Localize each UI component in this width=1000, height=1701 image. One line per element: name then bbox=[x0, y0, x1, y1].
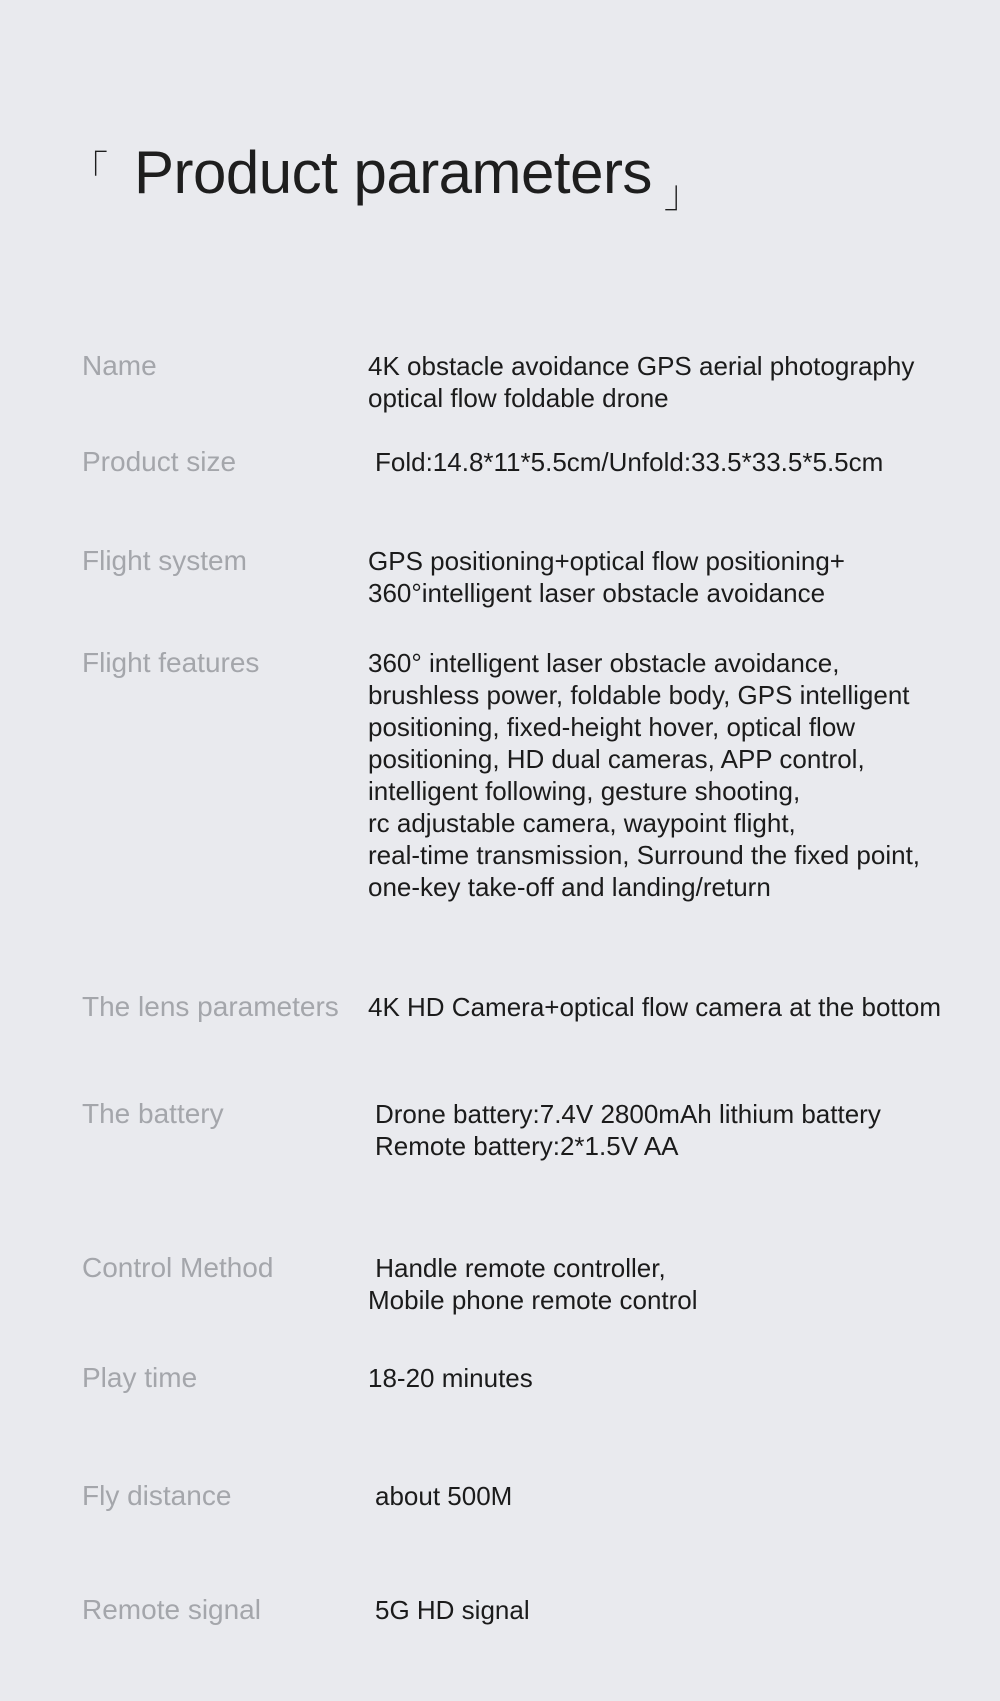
param-value-control-method bbox=[368, 1252, 978, 1316]
param-value-line: positioning, fixed-height hover, optical flow bbox=[368, 712, 856, 742]
param-value-flight-system bbox=[368, 545, 978, 609]
param-value-line: 18-20 minutes bbox=[368, 1363, 533, 1393]
page-title-text: Product parameters bbox=[134, 139, 652, 206]
param-value-line: Handle remote controller, bbox=[368, 1253, 666, 1283]
param-value-flight-features bbox=[368, 647, 978, 903]
param-value-line: Remote battery:2*1.5V AA bbox=[375, 1131, 679, 1161]
param-value-line: Drone battery:7.4V 2800mAh lithium battery bbox=[375, 1099, 881, 1129]
param-value-line: intelligent following, gesture shooting, bbox=[368, 776, 801, 806]
param-value-remote-signal bbox=[375, 1594, 985, 1626]
param-value-line: Fold:14.8*11*5.5cm/Unfold:33.5*33.5*5.5cm bbox=[375, 447, 884, 477]
param-value-line: optical flow foldable drone bbox=[368, 383, 669, 413]
param-label-fly-distance: Fly distance bbox=[82, 1480, 232, 1511]
param-value-play-time bbox=[368, 1362, 978, 1394]
param-value-line: rc adjustable camera, waypoint flight, bbox=[368, 808, 796, 838]
param-label-remote-signal: Remote signal bbox=[82, 1594, 261, 1625]
param-label-name: Name bbox=[82, 350, 157, 381]
param-value-line: Mobile phone remote control bbox=[368, 1285, 698, 1315]
param-value-line: GPS positioning+optical flow positioning+ bbox=[368, 546, 845, 576]
param-label-play-time: Play time bbox=[82, 1362, 198, 1393]
param-label-control-method: Control Method bbox=[82, 1252, 274, 1283]
param-value-fly-distance bbox=[375, 1480, 985, 1512]
title-open-bracket: 「 bbox=[70, 150, 109, 192]
param-label-lens: The lens parameters bbox=[82, 991, 339, 1022]
param-value-line: 360°intelligent laser obstacle avoidance bbox=[368, 578, 826, 608]
param-value-line: 4K obstacle avoidance GPS aerial photography bbox=[368, 351, 915, 381]
param-value-line: 360° intelligent laser obstacle avoidance, bbox=[368, 648, 840, 678]
param-value-line: one-key take-off and landing/return bbox=[368, 872, 771, 902]
param-value-lens bbox=[368, 991, 978, 1023]
title-close-bracket: 」 bbox=[663, 174, 702, 216]
param-value-line: real-time transmission, Surround the fixed point, bbox=[368, 840, 921, 870]
param-value-product-size bbox=[375, 446, 985, 478]
param-value-name bbox=[368, 350, 978, 414]
param-value-battery bbox=[375, 1098, 985, 1162]
page-title bbox=[70, 138, 702, 218]
param-value-line: positioning, HD dual cameras, APP control, bbox=[368, 744, 865, 774]
param-value-line: 5G HD signal bbox=[375, 1595, 530, 1625]
param-value-line: 4K HD Camera+optical flow camera at the bottom bbox=[368, 992, 941, 1022]
param-label-flight-system: Flight system bbox=[82, 545, 247, 576]
param-label-battery: The battery bbox=[82, 1098, 224, 1129]
param-value-line: about 500M bbox=[375, 1481, 513, 1511]
param-value-line: brushless power, foldable body, GPS intelligent bbox=[368, 680, 910, 710]
param-label-product-size: Product size bbox=[82, 446, 237, 477]
param-label-flight-features: Flight features bbox=[82, 647, 260, 678]
